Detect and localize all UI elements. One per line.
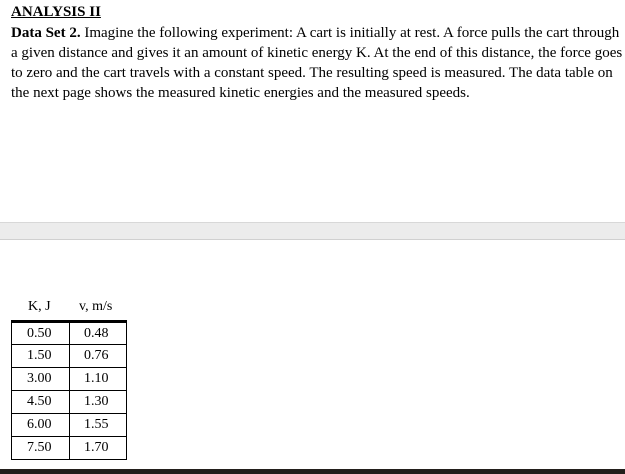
data-table	[11, 320, 127, 460]
speed-cell: 1.55	[70, 414, 127, 437]
table-row	[12, 437, 127, 460]
table-row	[12, 414, 127, 437]
speed-cell: 1.10	[70, 368, 127, 391]
section-heading: ANALYSIS II	[11, 4, 101, 20]
kinetic-energy-cell: 3.00	[12, 368, 70, 391]
data-set-label: Data Set 2.	[11, 25, 81, 41]
column-header-kinetic-energy: K, J	[28, 299, 51, 314]
kinetic-energy-cell: 4.50	[12, 391, 70, 414]
column-header-speed: v, m/s	[79, 299, 113, 314]
intro-text: Imagine the following experiment: A cart is initially at rest. A force pulls the cart through a given distance and gives it an amount of kinetic energy K. At the end of this distance, the force goes to zero and the cart travels with a constant speed. The resulting speed is measured. The data table on the next page shows the measured kinetic energies and the measured speeds.	[11, 25, 623, 101]
kinetic-energy-cell: 0.50	[12, 322, 70, 345]
kinetic-energy-cell: 1.50	[12, 345, 70, 368]
table-row	[12, 368, 127, 391]
speed-cell: 1.70	[70, 437, 127, 460]
kinetic-energy-cell: 7.50	[12, 437, 70, 460]
table-row	[12, 345, 127, 368]
page-1-bottom	[0, 0, 625, 222]
speed-cell: 0.48	[70, 322, 127, 345]
kinetic-energy-cell: 6.00	[12, 414, 70, 437]
speed-cell: 0.76	[70, 345, 127, 368]
page-break	[0, 222, 625, 240]
intro-paragraph	[11, 23, 625, 103]
bottom-bar	[0, 469, 625, 474]
speed-cell: 1.30	[70, 391, 127, 414]
table-row	[12, 322, 127, 345]
table-row	[12, 391, 127, 414]
